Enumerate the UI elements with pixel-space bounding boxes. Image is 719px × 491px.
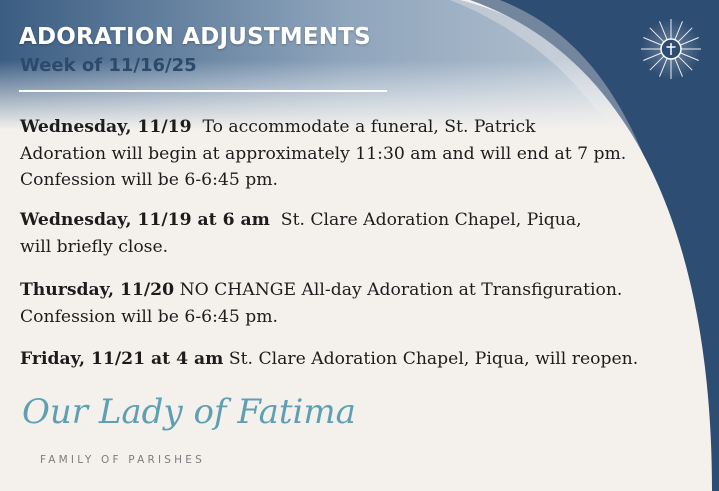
entry-text: Adoration will begin at approximately 11:30 am and will end at 7 pm. — [20, 143, 627, 164]
week-subtitle: Week of 11/16/25 — [20, 55, 197, 76]
parish-tagline: FAMILY OF PARISHES — [40, 454, 205, 466]
page-title: ADORATION ADJUSTMENTS — [19, 24, 371, 50]
entry-wednesday-closure — [20, 207, 582, 260]
entry-date: Friday, 11/21 at 4 am — [20, 349, 224, 369]
entry-text: To accommodate a funeral, St. Patrick — [202, 117, 536, 137]
parish-logo: Our Lady of Fatima — [22, 392, 356, 432]
entry-text: Confession will be 6-6:45 pm. — [20, 306, 278, 327]
entry-line — [20, 207, 582, 234]
entry-text: St. Clare Adoration Chapel, Piqua, — [280, 210, 582, 230]
entry-date: Wednesday, 11/19 at 6 am — [20, 210, 270, 230]
monstrance-icon — [636, 14, 706, 84]
entry-friday — [20, 346, 638, 373]
entry-line — [20, 346, 638, 373]
entry-text: will briefly close. — [20, 236, 169, 257]
entry-line — [20, 277, 622, 304]
header-divider — [19, 90, 387, 92]
entry-date: Thursday, 11/20 — [20, 280, 175, 300]
entry-thursday — [20, 277, 622, 330]
entry-text: St. Clare Adoration Chapel, Piqua, will reopen. — [228, 349, 639, 369]
entry-date: Wednesday, 11/19 — [20, 117, 192, 137]
entry-wednesday-funeral — [20, 114, 626, 194]
entry-text: Confession will be 6-6:45 pm. — [20, 170, 278, 190]
entry-text: NO CHANGE All-day Adoration at Transfiguration. — [179, 280, 623, 300]
entry-line — [20, 114, 626, 141]
